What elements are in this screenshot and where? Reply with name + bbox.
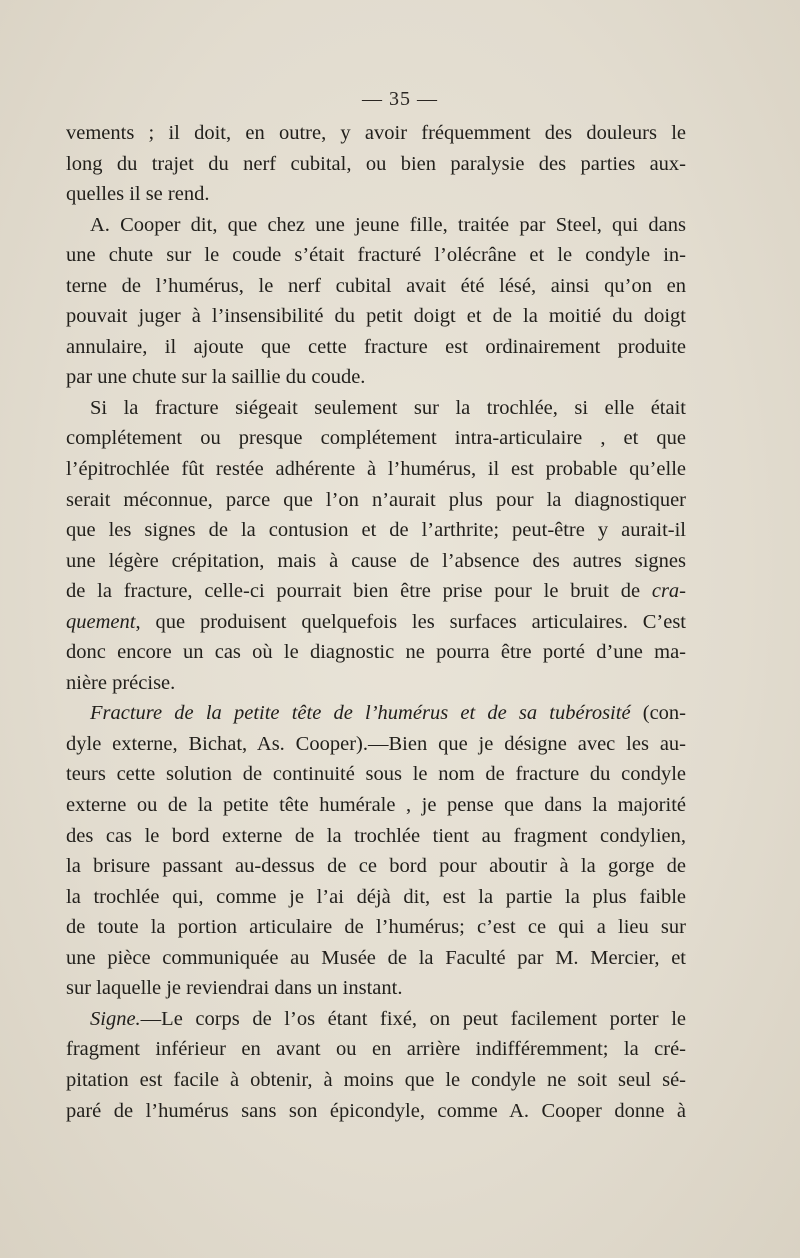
text-segment: externe ou de la petite tête humérale , je pense que dans la majorité bbox=[66, 794, 686, 817]
text-segment: complétement ou presque complétement intra-articulaire , et que bbox=[66, 427, 686, 450]
page-number: — 35 — bbox=[362, 88, 438, 110]
text-line bbox=[66, 362, 686, 393]
text-line bbox=[66, 607, 686, 638]
text-line bbox=[66, 301, 686, 332]
text-segment: la brisure passant au-dessus de ce bord pour aboutir à la gorge de bbox=[66, 855, 686, 878]
text-segment: terne de l’humérus, le nerf cubital avait été lésé, ainsi qu’on en bbox=[66, 274, 686, 297]
text-segment: pitation est facile à obtenir, à moins que le condyle ne soit seul sé- bbox=[66, 1068, 686, 1091]
text-segment: (con- bbox=[630, 702, 686, 725]
text-segment: pouvait juger à l’insensibilité du petit doigt et de la moitié du doigt bbox=[66, 305, 686, 328]
text-line bbox=[66, 698, 686, 729]
text-line bbox=[66, 271, 686, 302]
text-line bbox=[66, 1004, 686, 1035]
text-segment: la trochlée qui, comme je l’ai déjà dit, est la partie la plus faible bbox=[66, 885, 686, 908]
text-segment: de toute la portion articulaire de l’humérus; c’est ce qui a lieu sur bbox=[66, 916, 686, 939]
text-segment: l’épitrochlée fût restée adhérente à l’humérus, il est probable qu’elle bbox=[66, 458, 686, 481]
text-segment: nière précise. bbox=[66, 671, 176, 694]
text-line bbox=[66, 423, 686, 454]
text-segment: , que produisent quelquefois les surfaces articulaires. C’est bbox=[135, 610, 686, 633]
text-segment: fragment inférieur en avant ou en arrière indifféremment; la cré- bbox=[66, 1038, 686, 1061]
text-line bbox=[66, 759, 686, 790]
italic-text: Signe. bbox=[90, 1007, 141, 1030]
text-segment: dyle externe, Bichat, As. Cooper).—Bien que je désigne avec les au- bbox=[66, 732, 686, 755]
text-segment: quelles il se rend. bbox=[66, 183, 210, 206]
text-line bbox=[66, 912, 686, 943]
text-segment: une légère crépitation, mais à cause de l’absence des autres signes bbox=[66, 549, 686, 572]
text-line bbox=[66, 729, 686, 760]
body-text bbox=[66, 118, 686, 1126]
text-segment: donc encore un cas où le diagnostic ne pourra être porté d’une ma- bbox=[66, 641, 686, 664]
text-line bbox=[66, 179, 686, 210]
text-line bbox=[66, 1096, 686, 1127]
text-line bbox=[66, 637, 686, 668]
text-line bbox=[66, 1034, 686, 1065]
text-segment: par une chute sur la saillie du coude. bbox=[66, 366, 366, 389]
text-line bbox=[66, 882, 686, 913]
text-line bbox=[66, 454, 686, 485]
text-line bbox=[66, 485, 686, 516]
text-line bbox=[66, 668, 686, 699]
text-line bbox=[66, 515, 686, 546]
text-segment: vements ; il doit, en outre, y avoir fréquemment des douleurs le bbox=[66, 122, 686, 144]
text-segment: que les signes de la contusion et de l’arthrite; peut-être y aurait-il bbox=[66, 519, 686, 542]
text-line bbox=[66, 149, 686, 180]
text-line bbox=[66, 332, 686, 363]
text-segment: serait méconnue, parce que l’on n’aurait plus pour la diagnostiquer bbox=[66, 488, 686, 511]
text-segment: annulaire, il ajoute que cette fracture est ordinairement produite bbox=[66, 335, 686, 358]
text-segment: sur laquelle je reviendrai dans un instant. bbox=[66, 977, 403, 1000]
text-line bbox=[66, 943, 686, 974]
text-line bbox=[66, 240, 686, 271]
text-segment: paré de l’humérus sans son épicondyle, comme A. Cooper donne à bbox=[66, 1099, 686, 1122]
text-segment: A. Cooper dit, que chez une jeune fille, traitée par Steel, qui dans bbox=[90, 213, 686, 236]
text-segment: teurs cette solution de continuité sous le nom de fracture du condyle bbox=[66, 763, 686, 786]
italic-text: quement bbox=[66, 610, 136, 633]
text-segment: Si la fracture siégeait seulement sur la trochlée, si elle était bbox=[90, 396, 686, 419]
text-segment: long du trajet du nerf cubital, ou bien paralysie des parties aux- bbox=[66, 152, 686, 175]
text-line bbox=[66, 210, 686, 241]
text-line bbox=[66, 790, 686, 821]
text-line bbox=[66, 1065, 686, 1096]
text-segment: —Le corps de l’os étant fixé, on peut facilement porter le bbox=[140, 1007, 686, 1030]
text-segment: une pièce communiquée au Musée de la Faculté par M. Mercier, et bbox=[66, 946, 686, 969]
text-line bbox=[66, 576, 686, 607]
italic-text: cra- bbox=[651, 580, 686, 603]
text-segment: une chute sur le coude s’était fracturé l’olécrâne et le condyle in- bbox=[66, 244, 686, 267]
text-line bbox=[66, 546, 686, 577]
text-segment: des cas le bord externe de la trochlée tient au fragment condylien, bbox=[66, 824, 686, 847]
text-line bbox=[66, 393, 686, 424]
italic-text: Fracture de la petite tête de l’humérus et de sa tubérosité bbox=[90, 702, 631, 725]
text-line bbox=[66, 851, 686, 882]
text-line bbox=[66, 821, 686, 852]
text-line bbox=[66, 118, 686, 149]
text-line bbox=[66, 973, 686, 1004]
text-segment: de la fracture, celle-ci pourrait bien être prise pour le bruit de bbox=[66, 580, 652, 603]
